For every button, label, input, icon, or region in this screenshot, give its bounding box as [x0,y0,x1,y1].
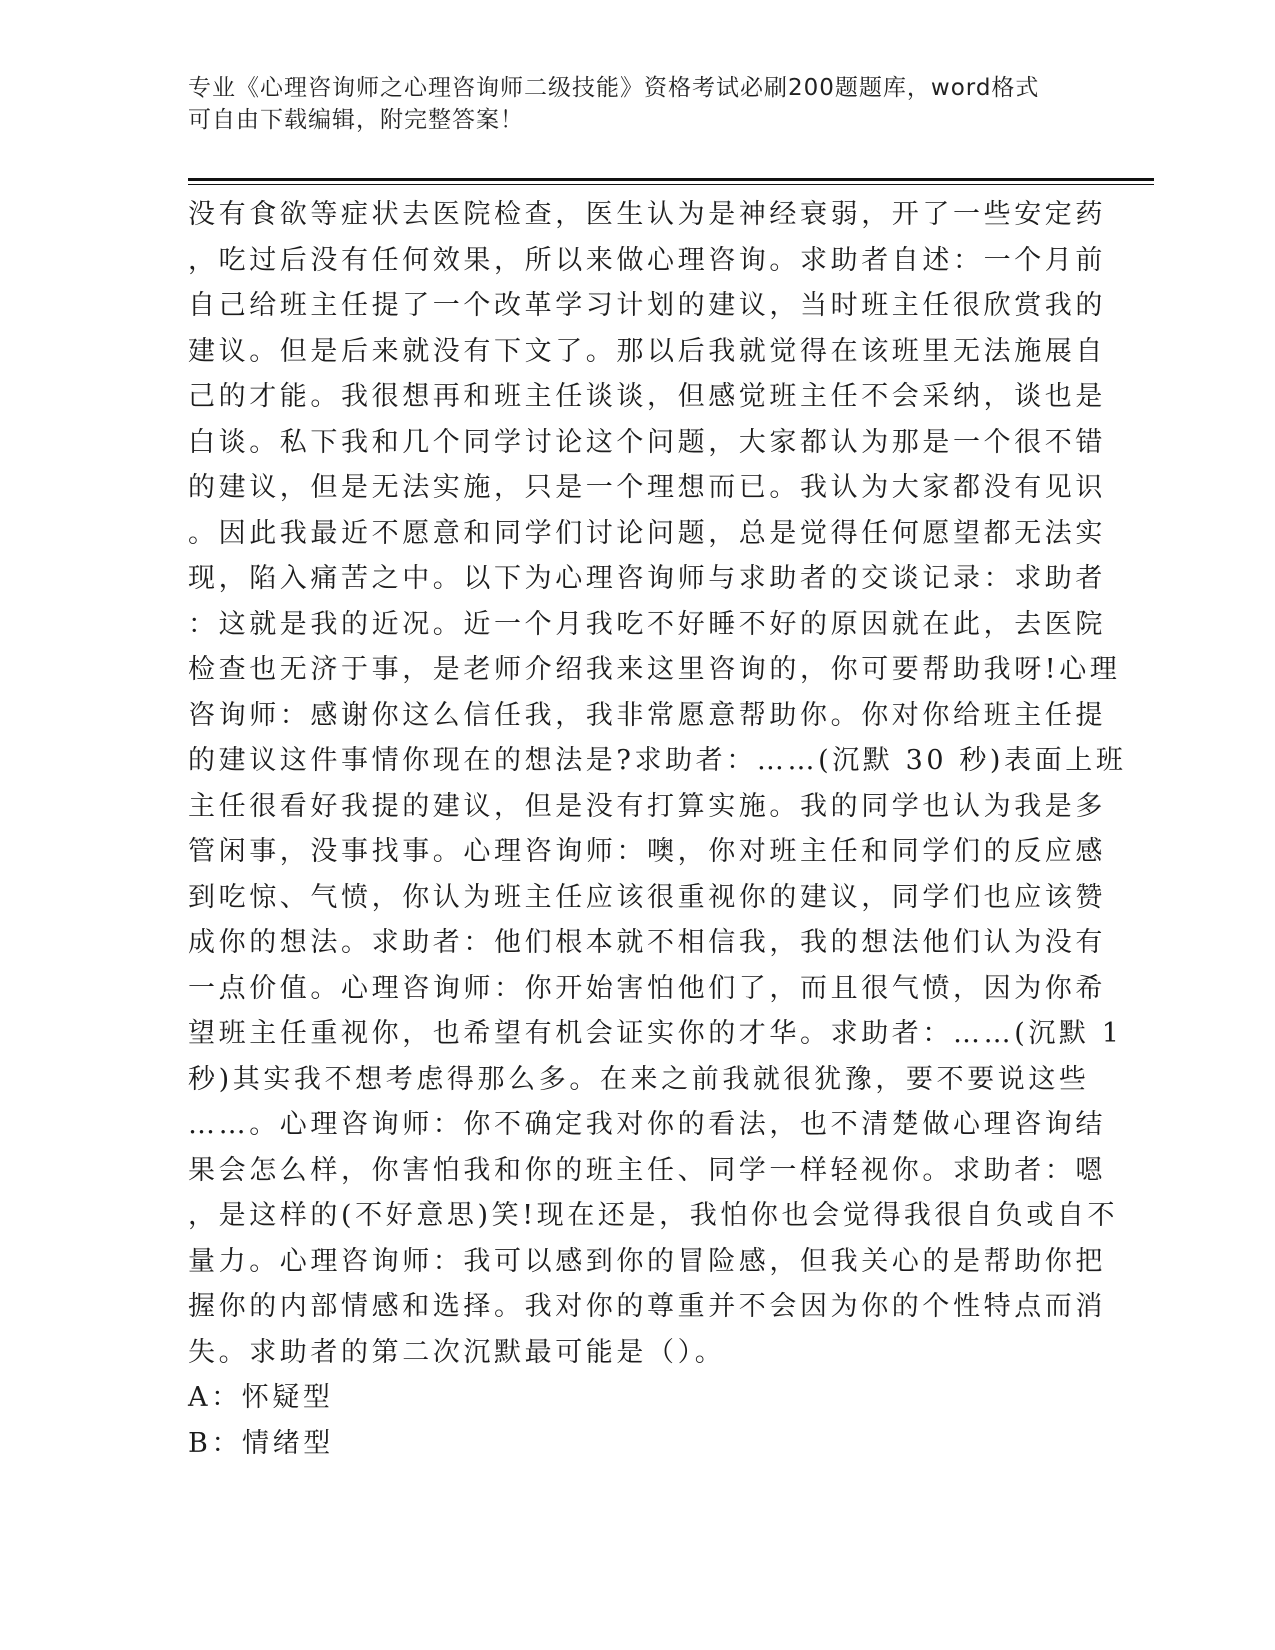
passage-line: 。因此我最近不愿意和同学们讨论问题，总是觉得任何愿望都无法实 [188,517,1106,549]
passage-line: 建议。但是后来就没有下文了。那以后我就觉得在该班里无法施展自 [188,335,1106,367]
header-title-line-2: 可自由下载编辑，附完整答案！ [188,107,524,133]
passage-line: ……。心理咨询师：你不确定我对你的看法，也不清楚做心理咨询结 [188,1109,1106,1140]
passage-line: 的建议这件事情你现在的想法是?求助者：……(沉默 30 秒)表面上班 [188,745,1127,776]
passage-line: 检查也无济于事，是老师介绍我来这里咨询的，你可要帮助我呀!心理 [188,654,1121,685]
passage-line: 己的才能。我很想再和班主任谈谈，但感觉班主任不会采纳，谈也是 [188,381,1106,412]
passage-line: 量力。心理咨询师：我可以感到你的冒险感，但我关心的是帮助你把 [188,1245,1106,1277]
header-divider-thin [188,184,1154,185]
passage-line: 白谈。私下我和几个同学讨论这个问题，大家都认为那是一个很不错 [188,426,1106,458]
question-passage [188,192,1127,1375]
passage-line: 握你的内部情感和选择。我对你的尊重并不会因为你的个性特点而消 [188,1291,1106,1322]
passage-line: 果会怎么样，你害怕我和你的班主任、同学一样轻视你。求助者：嗯 [188,1154,1106,1186]
passage-line: 失。求助者的第二次沉默最可能是（）。 [188,1336,726,1368]
passage-line: 自己给班主任提了一个改革学习计划的建议，当时班主任很欣赏我的 [188,290,1106,321]
question-body [188,192,1127,1466]
passage-line: ，吃过后没有任何效果，所以来做心理咨询。求助者自述：一个月前 [188,244,1106,276]
passage-line: 管闲事，没事找事。心理咨询师：噢，你对班主任和同学们的反应感 [188,836,1106,867]
answer-options [188,1375,1088,1466]
passage-line: 咨询师：感谢你这么信任我，我非常愿意帮助你。你对你给班主任提 [188,699,1106,731]
passage-line: 没有食欲等症状去医院检查，医生认为是神经衰弱，开了一些安定药 [188,199,1106,230]
header-title-line-1: 专业《心理咨询师之心理咨询师二级技能》资格考试必刷200题题库，word格式 [188,75,1040,101]
passage-line: ：这就是我的近况。近一个月我吃不好睡不好的原因就在此，去医院 [188,608,1106,640]
passage-line: 一点价值。心理咨询师：你开始害怕他们了，而且很气愤，因为你希 [188,972,1106,1004]
option-b: B：情绪型 [188,1427,334,1459]
passage-line: 到吃惊、气愤，你认为班主任应该很重视你的建议，同学们也应该赞 [188,881,1106,913]
option-a: A：怀疑型 [188,1382,334,1413]
header-divider-thick [188,178,1154,181]
passage-line: ，是这样的(不好意思)笑!现在还是，我怕你也会觉得我很自负或自不 [188,1200,1119,1231]
passage-line: 成你的想法。求助者：他们根本就不相信我，我的想法他们认为没有 [188,927,1106,958]
passage-line: 主任很看好我提的建议，但是没有打算实施。我的同学也认为我是多 [188,790,1106,822]
passage-line: 的建议，但是无法实施，只是一个理想而已。我认为大家都没有见识 [188,472,1106,503]
passage-line: 现，陷入痛苦之中。以下为心理咨询师与求助者的交谈记录：求助者 [188,563,1106,594]
passage-line: 望班主任重视你，也希望有机会证实你的才华。求助者：……(沉默 1 [188,1018,1123,1049]
passage-line: 秒)其实我不想考虑得那么多。在来之前我就很犹豫，要不要说这些 [188,1063,1090,1095]
document-header [188,72,1068,136]
